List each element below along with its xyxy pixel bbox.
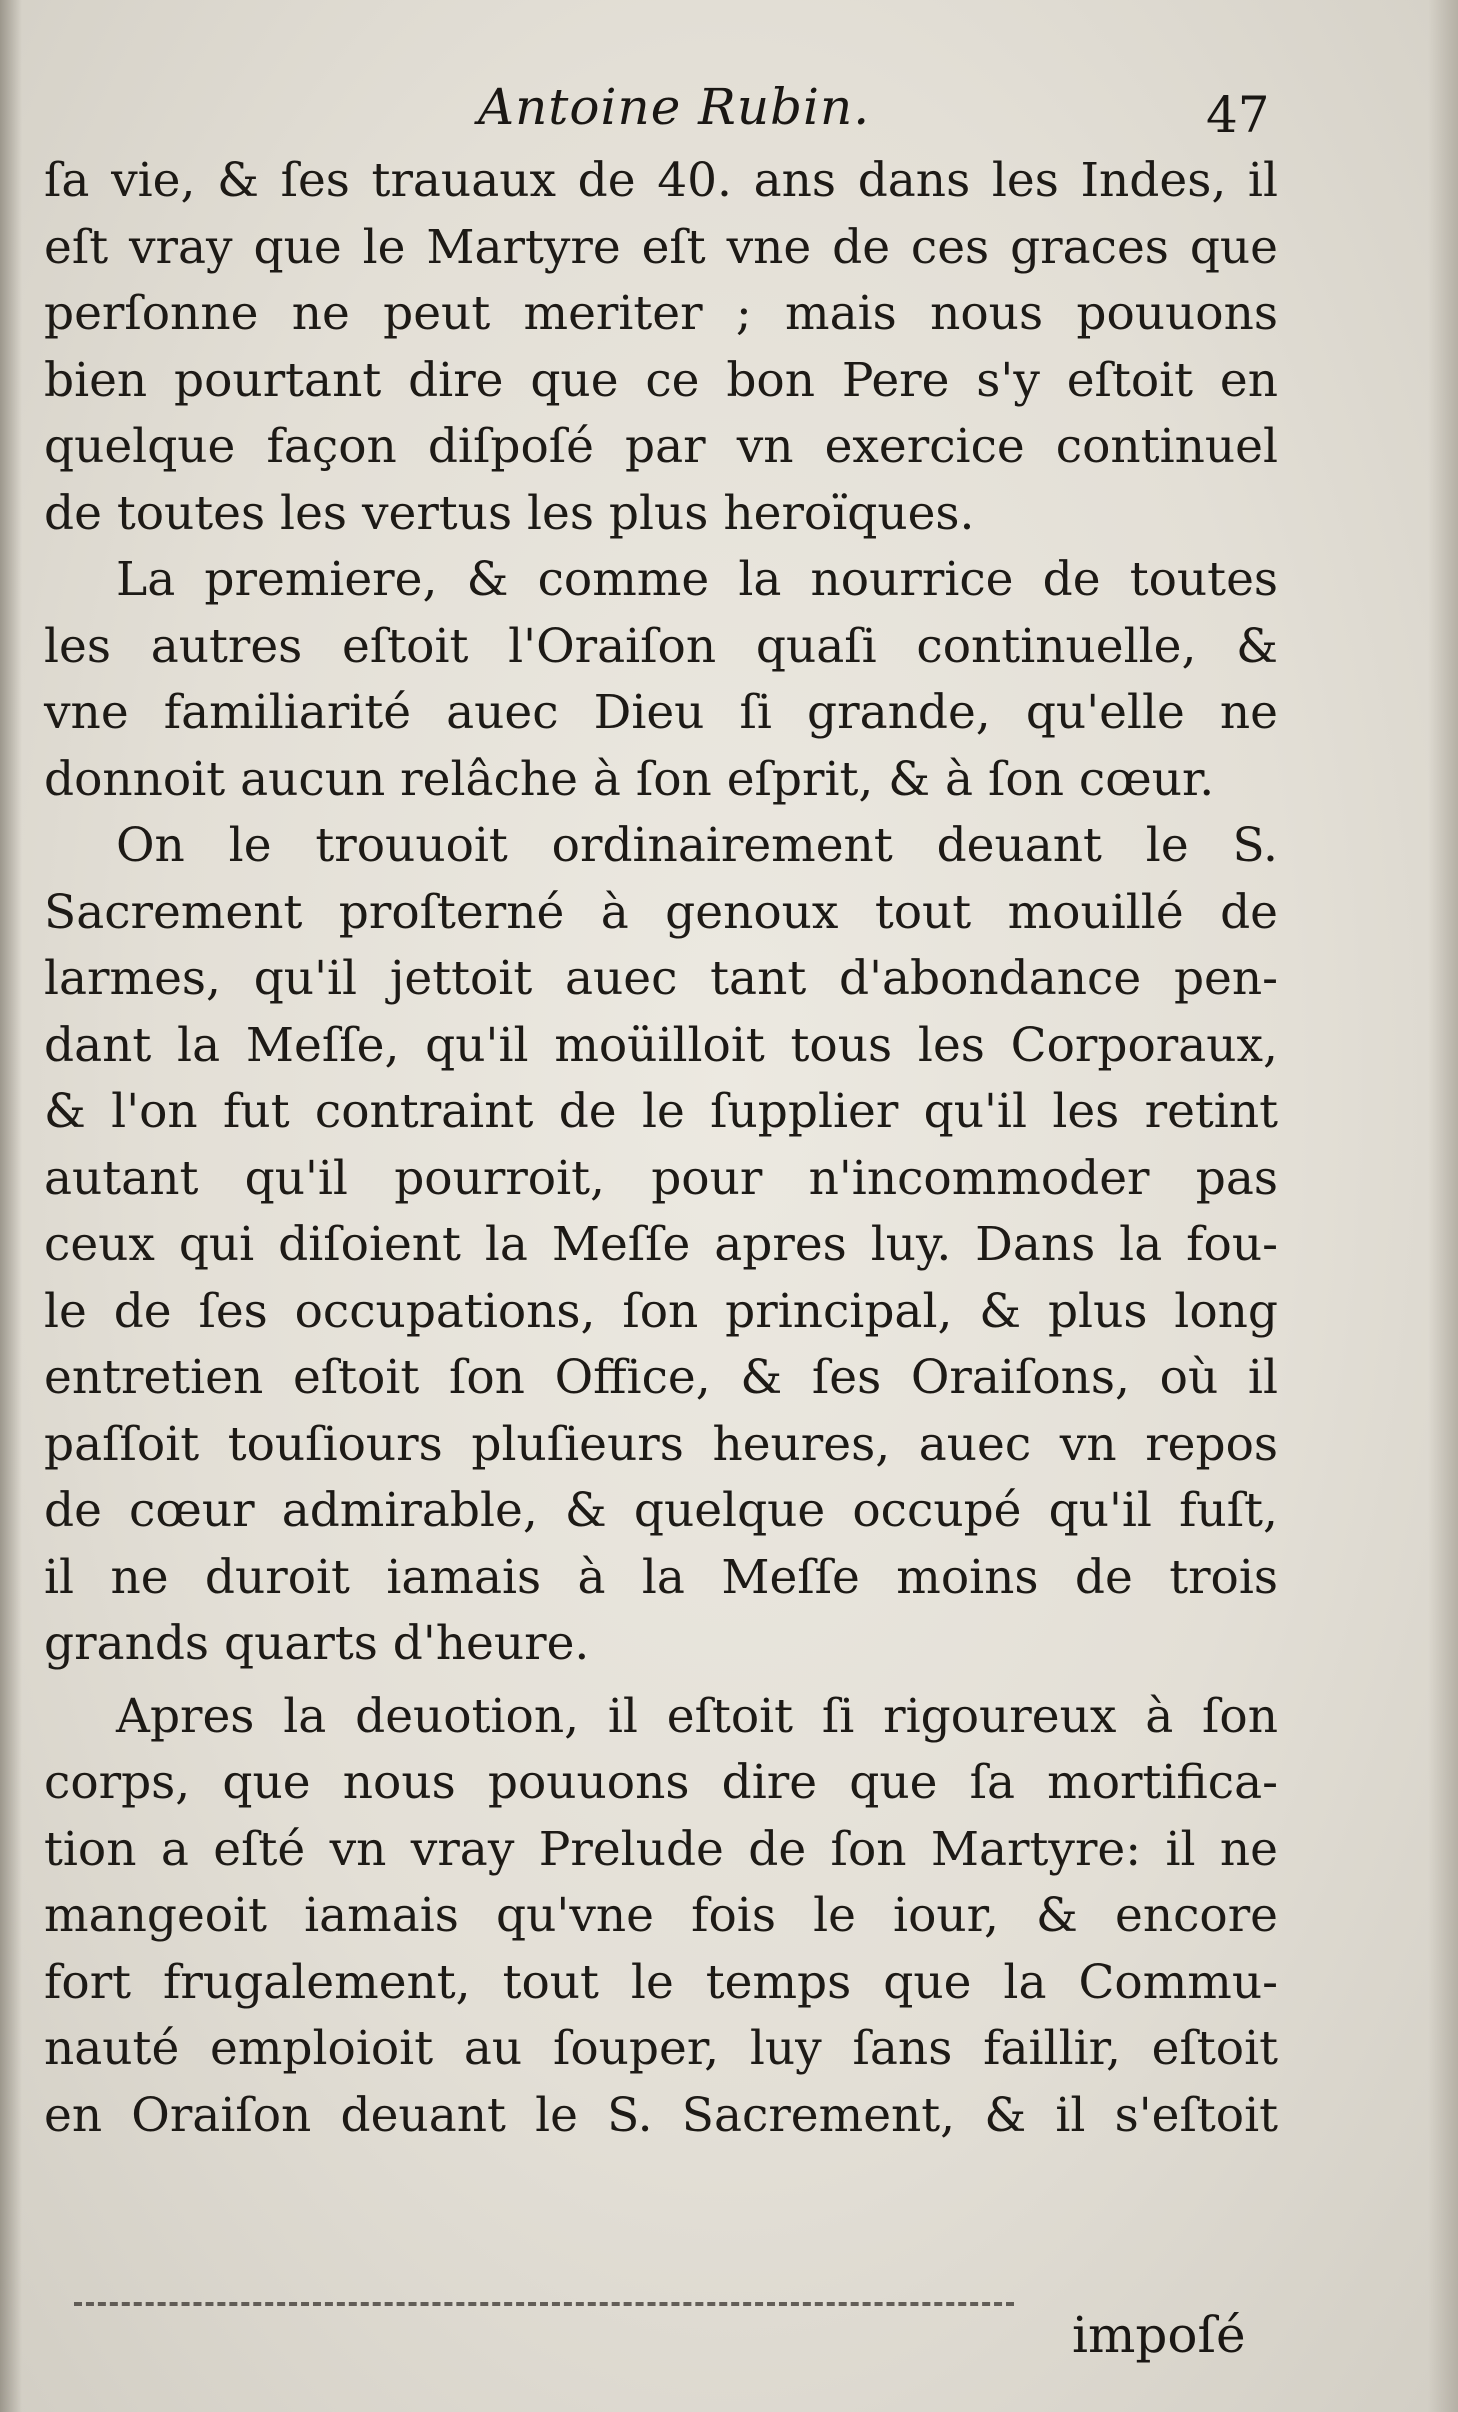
body-text	[44, 148, 1278, 2149]
text-line: corps, que nous pouuons dire que ſa mortifica-	[44, 1755, 1278, 1810]
text-line: Sacrement proſterné à genoux tout mouillé de	[44, 884, 1278, 940]
paragraph	[44, 148, 1278, 547]
catchword: impoſé	[1072, 2306, 1246, 2364]
text-line: vne familiarité auec Dieu ſi grande, qu'elle ne	[44, 685, 1278, 740]
text-line: les autres eſtoit l'Oraiſon quaſi continuelle, &	[44, 618, 1278, 674]
text-line: La premiere, & comme la nourrice de toutes	[116, 552, 1278, 607]
page-edge-shadow	[1428, 0, 1458, 2412]
text-line: de toutes les vertus les plus heroïques.	[44, 485, 975, 541]
text-line: grands quarts d'heure.	[44, 1616, 590, 1671]
text-line: dant la Meſſe, qu'il moüilloit tous les Corporaux,	[44, 1017, 1278, 1073]
text-line: mangeoit iamais qu'vne fois le iour, & encore	[44, 1888, 1278, 1943]
text-line: perſonne ne peut meriter ; mais nous pouuons	[44, 286, 1278, 341]
text-line: eſt vray que le Martyre eſt vne de ces graces que	[44, 219, 1278, 275]
text-line: nauté emploioit au ſouper, luy ſans faillir, eſtoit	[44, 2021, 1278, 2076]
text-line: autant qu'il pourroit, pour n'incommoder pas	[44, 1150, 1278, 1206]
paragraph	[44, 813, 1278, 1678]
text-line: tion a eſté vn vray Prelude de ſon Martyre: il ne	[44, 1821, 1278, 1877]
text-line: en Oraiſon deuant le S. Sacrement, & il s'eſtoit	[44, 2087, 1278, 2143]
paragraph	[44, 1684, 1278, 2150]
text-line: larmes, qu'il jettoit auec tant d'abondance pen-	[44, 951, 1278, 1006]
text-line: donnoit aucun relâche à ſon eſprit, & à ſon cœur.	[44, 751, 1215, 807]
page-number: 47	[1206, 86, 1270, 144]
text-line: ſa vie, & ſes trauaux de 40. ans dans les Indes, il	[44, 153, 1278, 208]
text-line: & l'on fut contraint de le ſupplier qu'il les retint	[44, 1084, 1278, 1139]
running-title: Antoine Rubin.	[478, 78, 871, 136]
text-line: On le trouuoit ordinairement deuant le S.	[116, 818, 1278, 873]
print-rule	[74, 2302, 1014, 2310]
text-line: fort frugalement, tout le temps que la Commu-	[44, 1954, 1278, 2010]
page-gutter-shadow	[0, 0, 22, 2412]
text-line: le de ſes occupations, ſon principal, & plus long	[44, 1283, 1278, 1339]
text-line: de cœur admirable, & quelque occupé qu'il fuſt,	[44, 1483, 1278, 1538]
text-line: paſſoit touſiours pluſieurs heures, auec vn repos	[44, 1416, 1278, 1472]
paragraph	[44, 547, 1278, 813]
text-line: entretien eſtoit ſon Office, & ſes Oraiſons, où il	[44, 1350, 1278, 1405]
text-line: Apres la deuotion, il eſtoit ſi rigoureux à ſon	[116, 1688, 1278, 1744]
text-line: ceux qui diſoient la Meſſe apres luy. Dans la fou-	[44, 1217, 1278, 1272]
text-line: il ne duroit iamais à la Meſſe moins de trois	[44, 1549, 1278, 1605]
text-line: bien pourtant dire que ce bon Pere s'y eſtoit en	[44, 352, 1278, 408]
text-line: quelque façon diſpoſé par vn exercice continuel	[44, 419, 1278, 474]
page-header	[0, 78, 1458, 148]
